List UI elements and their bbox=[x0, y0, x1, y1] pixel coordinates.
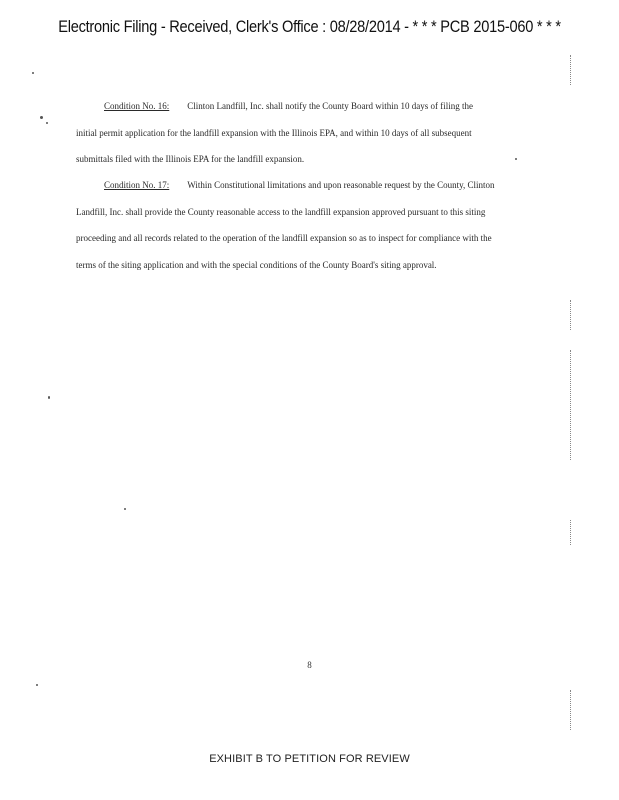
page-number: 8 bbox=[307, 660, 312, 670]
condition-16-label: Condition No. 16: bbox=[104, 101, 170, 111]
scan-edge-marks bbox=[570, 350, 573, 460]
scan-speck bbox=[515, 158, 517, 160]
exhibit-footer: EXHIBIT B TO PETITION FOR REVIEW bbox=[209, 753, 410, 765]
scan-speck bbox=[40, 116, 43, 119]
scan-speck bbox=[124, 508, 126, 510]
condition-17-label: Condition No. 17: bbox=[104, 180, 170, 190]
scan-edge-marks bbox=[570, 690, 573, 730]
condition-17-paragraph bbox=[76, 172, 496, 278]
scan-edge-marks bbox=[570, 55, 573, 85]
condition-16-text: Clinton Landfill, Inc. shall notify the County Board within 10 days of filing the initial permit application for the landfill expansion with the Illinois EPA, and within 10 days of all subsequent submittals filed with the Illinois EPA for the landfill expansion. bbox=[76, 101, 473, 164]
scan-speck bbox=[36, 684, 38, 686]
scan-speck bbox=[46, 122, 48, 124]
condition-17-text: Within Constitutional limitations and upon reasonable request by the County, Clinton Landfill, Inc. shall provide the County reasonable access to the landfill expansion approved pursuant to this siting proceeding and all records related to the operation of the landfill expansion so as to inspect for compliance with the terms of the siting application and with the special conditions of the County Board's siting approval. bbox=[76, 180, 495, 270]
scan-edge-marks bbox=[570, 300, 573, 330]
scan-speck bbox=[32, 72, 34, 74]
filing-stamp-header: Electronic Filing - Received, Clerk's Office : 08/28/2014 - * * * PCB 2015-060 * * * bbox=[58, 17, 561, 36]
condition-16-paragraph bbox=[76, 93, 496, 173]
scan-speck bbox=[48, 396, 50, 399]
scan-edge-marks bbox=[570, 520, 573, 545]
